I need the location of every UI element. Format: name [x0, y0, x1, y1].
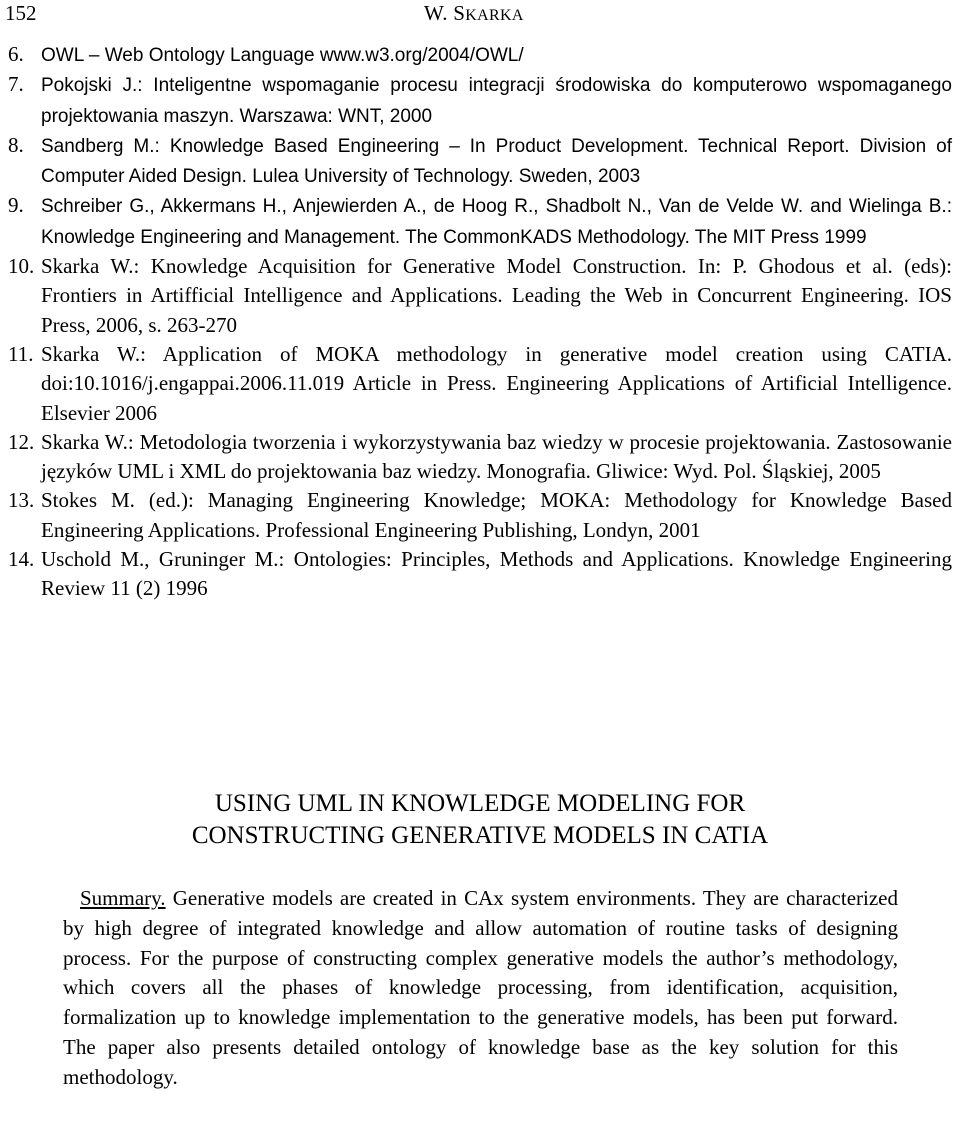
page-header — [5, 0, 955, 30]
reference-text: OWL – Web Ontology Language www.w3.org/2004/OWL/ — [41, 45, 524, 66]
reference-text: Schreiber G., Akkermans H., Anjewierden A., de Hoog R., Shadbolt N., Van de Velde W. and Wielinga B.: Knowledge Engineering and Management. The CommonKADS Methodology. The MIT Press 1999 — [41, 196, 952, 248]
reference-number: 9. — [8, 193, 24, 218]
running-head-rest: KARKA — [465, 7, 524, 24]
reference-item — [8, 191, 952, 252]
reference-text: Stokes M. (ed.): Managing Engineering Knowledge; MOKA: Methodology for Knowledge Based Engineering Applications. Professional Engineering Publishing, Londyn, 2001 — [41, 488, 952, 542]
paper-title-line-2: CONSTRUCTING GENERATIVE MODELS IN CATIA — [191, 822, 769, 849]
reference-number: 11. — [8, 341, 34, 366]
reference-number: 6. — [8, 42, 24, 66]
reference-text: Sandberg M.: Knowledge Based Engineering – In Product Development. Technical Report. Division of Computer Aided Design. Lulea University of Technology. Sweden, 2003 — [41, 135, 952, 188]
page-number: 152 — [5, 1, 37, 25]
reference-item — [8, 70, 952, 131]
reference-item — [8, 252, 952, 340]
reference-number: 14. — [8, 547, 35, 572]
reference-number: 12. — [8, 429, 35, 454]
reference-text: Skarka W.: Application of MOKA methodology in generative model creation using CATIA. doi:10.1016/j.engappai.2006.11.019 Article in Press. Engineering Applications of Artificial Intelligence. Elsevier 2006 — [41, 341, 952, 425]
reference-list — [8, 40, 952, 604]
running-head-initial: W. S — [424, 1, 466, 25]
reference-text: Pokojski J.: Inteligentne wspomaganie procesu integracji środowiska do komputerowo wspomaganego projektowania maszyn. Warszawa: WNT, 2000 — [41, 75, 952, 127]
reference-text: Skarka W.: Knowledge Acquisition for Generative Model Construction. In: P. Ghodous et al. (eds): Frontiers in Artifficial Intelligence and Applications. Leading the Web in Concurrent Engineering. IOS Press, 2006, s. 263-270 — [41, 254, 952, 337]
reference-number: 7. — [8, 72, 24, 97]
paper-title-line-1: USING UML IN KNOWLEDGE MODELING FOR — [214, 790, 746, 817]
reference-item — [8, 340, 952, 428]
reference-item — [8, 428, 952, 487]
running-head — [424, 0, 524, 29]
reference-number: 10. — [8, 254, 35, 279]
summary-label: Summary. — [80, 886, 166, 910]
reference-item — [8, 131, 952, 192]
summary-text: Generative models are created in CAx system environments. They are characterized by high degree of integrated knowledge and allow automation of routine tasks of designing process. For the purpose of constructing complex generative models the author’s methodology, which covers all the phases of knowledge processing, from identification, acquisition, formalization up to knowledge implementation to the generative models, has been put forward. The paper also presents detailed ontology of knowledge base as the key solution for this methodology. — [63, 886, 898, 1089]
paper-title — [40, 788, 920, 852]
reference-number: 8. — [8, 132, 24, 157]
summary-paragraph — [63, 884, 898, 1093]
reference-text: Skarka W.: Metodologia tworzenia i wykorzystywania baz wiedzy w procesie projektowania. Zastosowanie języków UML i XML do projektowania baz wiedzy. Monografia. Gliwice: Wyd. Pol. Śląskiej, 2005 — [41, 429, 952, 484]
reference-item — [8, 40, 952, 70]
reference-item — [8, 486, 952, 545]
reference-item — [8, 545, 952, 604]
reference-text: Uschold M., Gruninger M.: Ontologies: Principles, Methods and Applications. Knowledge Engineering Review 11 (2) 1996 — [41, 547, 952, 601]
reference-number: 13. — [8, 488, 35, 513]
